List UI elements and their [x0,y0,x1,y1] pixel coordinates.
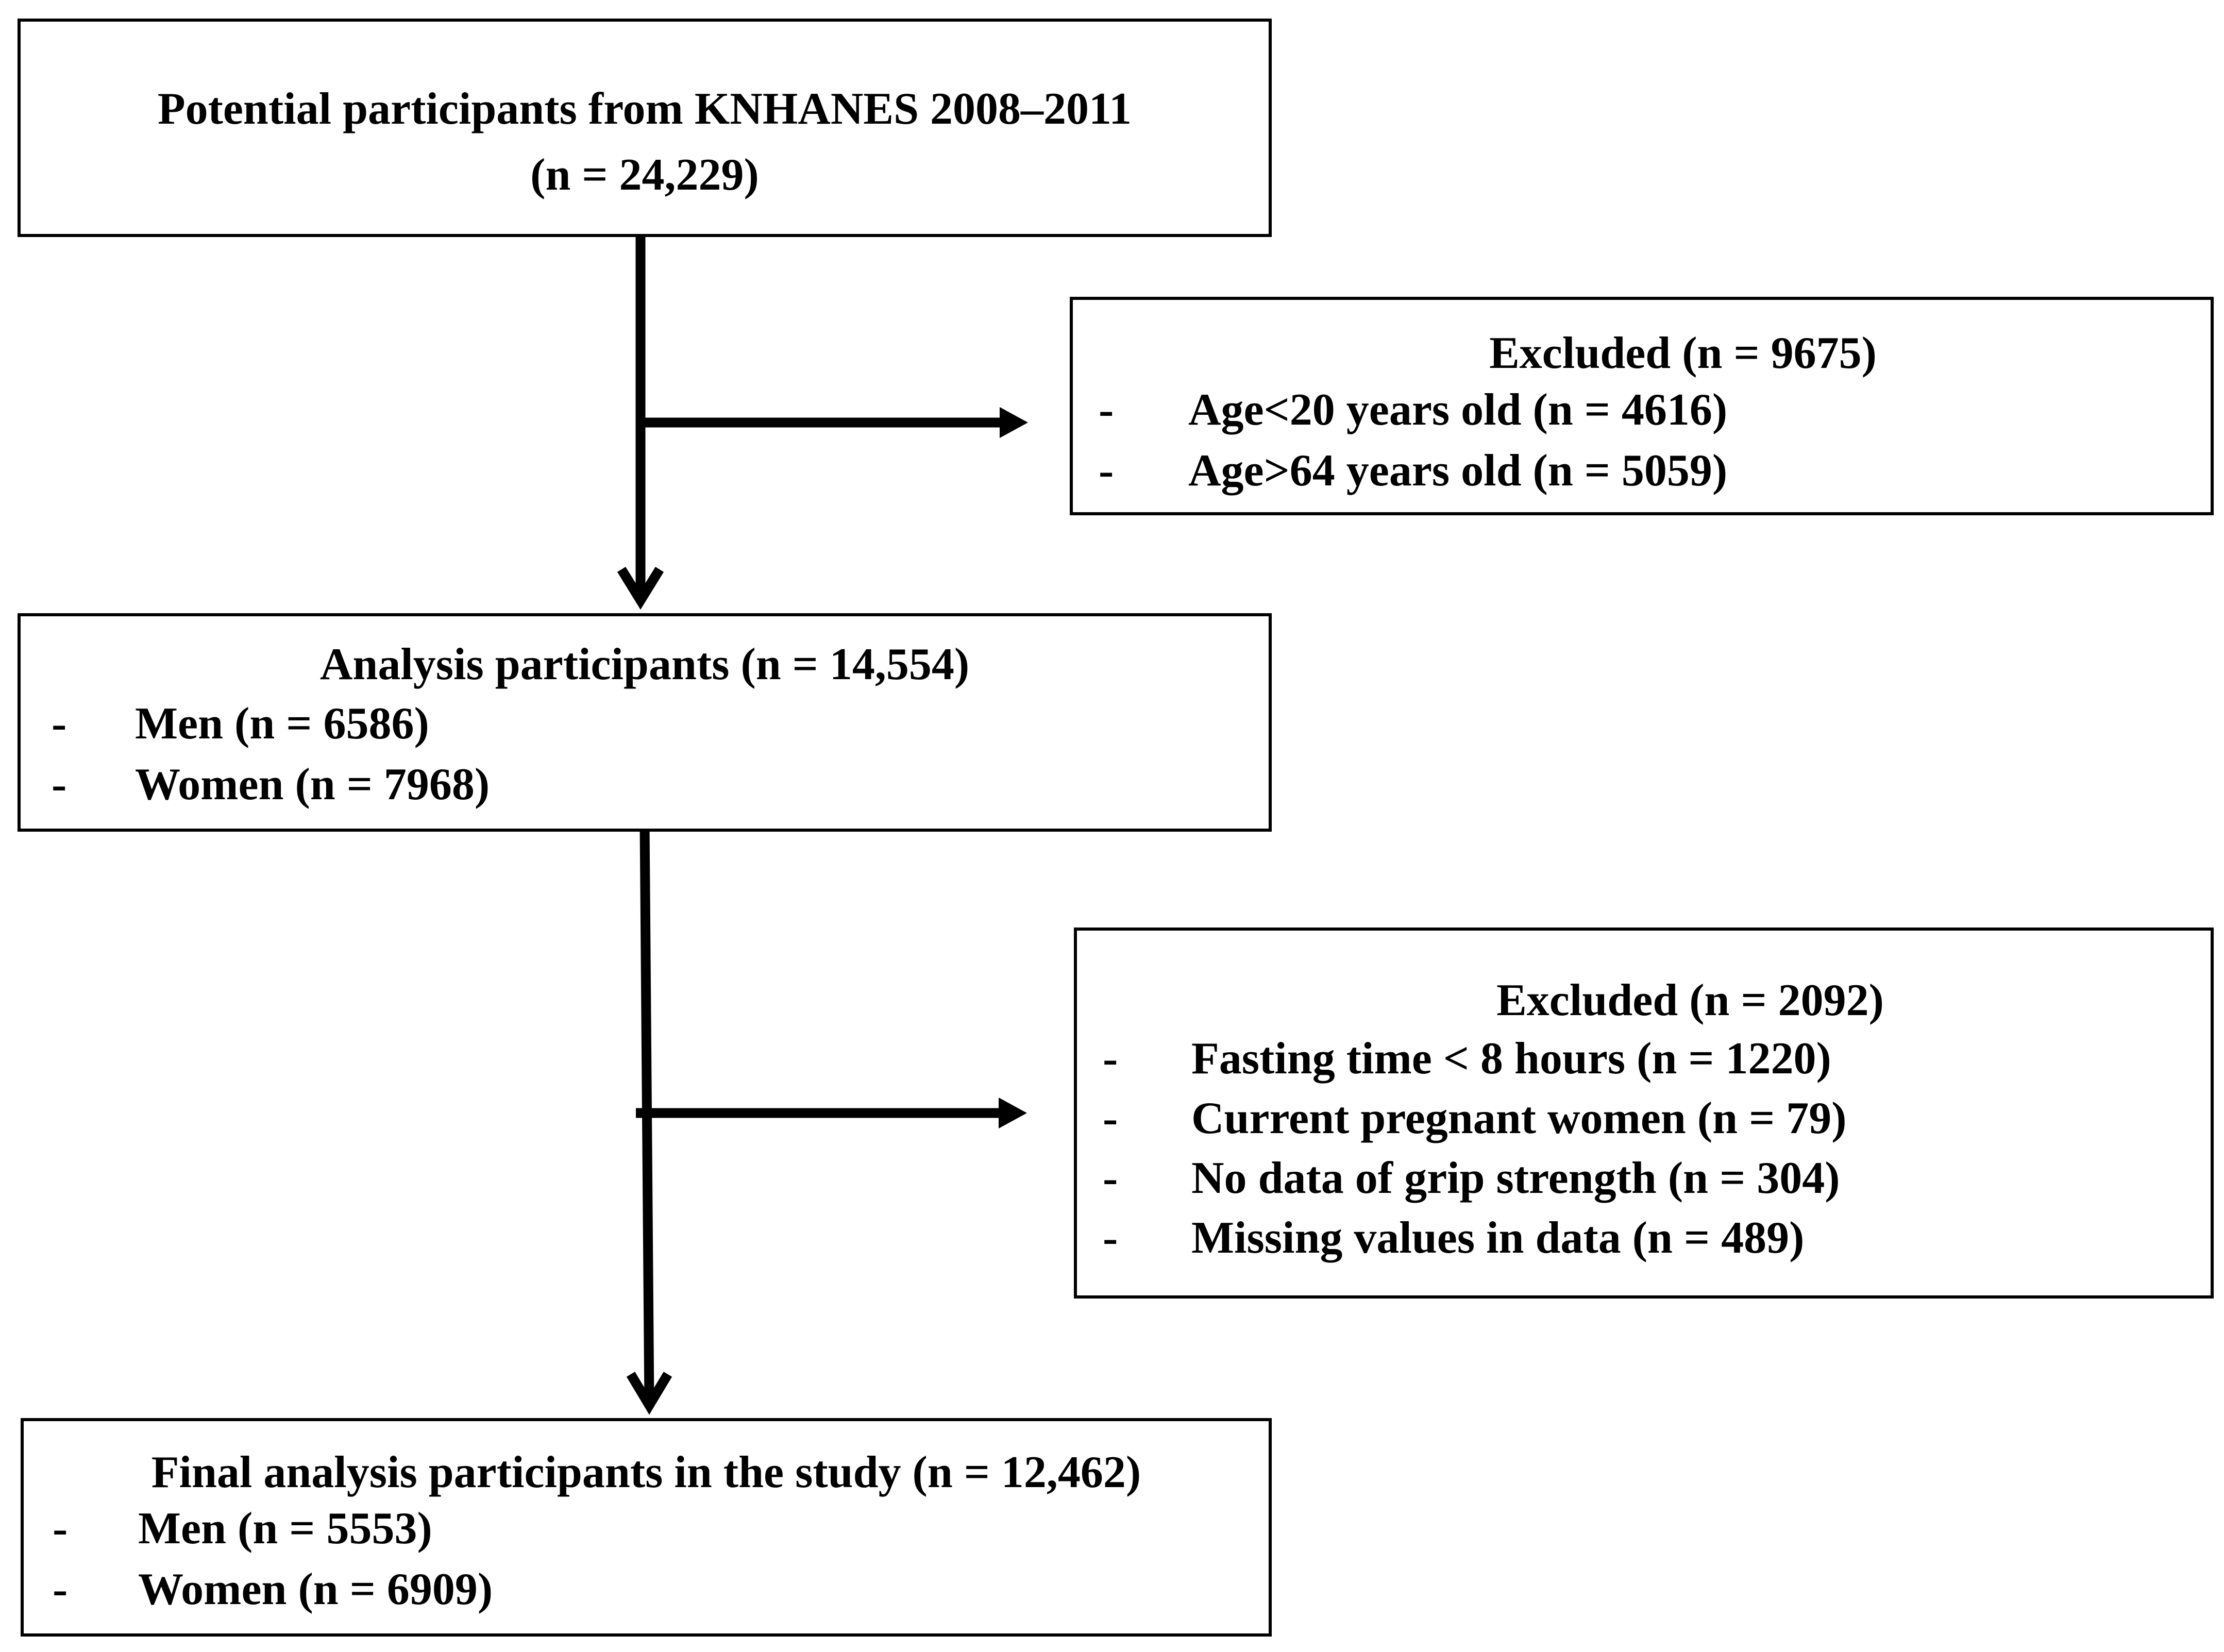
excluded-age-item-label: Age<20 years old (n = 4616) [1188,385,1728,435]
list-item [24,1498,1269,1559]
final-item-label: Women (n = 6909) [138,1564,493,1614]
excluded-other-box [1074,928,2214,1299]
bullet-dash: - [1099,385,1114,435]
excluded-other-item-label: Missing values in data (n = 489) [1191,1213,1805,1263]
bullet-dash: - [1103,1153,1118,1203]
arrow-head-excluded-age [1000,407,1028,438]
analysis-item-label: Women (n = 7968) [135,760,490,810]
excluded-other-title: Excluded (n = 2092) [1496,975,1884,1025]
list-item [1077,1208,2211,1269]
final-participants-title: Final analysis participants in the study (n = 12,462) [151,1447,1141,1497]
bullet-dash: - [52,699,67,749]
excluded-age-title: Excluded (n = 9675) [1489,328,1877,378]
analysis-participants-title: Analysis participants (n = 14,554) [319,639,970,689]
list-item [1073,380,2211,441]
analysis-participants-box [18,613,1272,832]
list-item [21,694,1269,754]
bullet-dash: - [53,1504,68,1554]
excluded-other-item-label: Fasting time < 8 hours (n = 1220) [1191,1034,1831,1084]
list-item [1077,1029,2211,1089]
list-item [1073,441,2211,501]
bullet-dash: - [1099,446,1114,496]
arrow-head-excluded-other [999,1098,1027,1128]
excluded-other-item-label: No data of grip strength (n = 304) [1191,1153,1840,1203]
potential-participants-box [18,19,1272,237]
excluded-age-item-label: Age>64 years old (n = 5059) [1188,446,1728,496]
final-participants-box [21,1418,1272,1637]
list-item [1077,1148,2211,1209]
list-item [21,754,1269,815]
list-item [1077,1088,2211,1149]
bullet-dash: - [52,760,67,810]
bullet-dash: - [53,1564,68,1614]
potential-participants-title: Potential participants from KNHANES 2008‒2011 [157,84,1132,134]
list-item [24,1559,1269,1620]
analysis-item-label: Men (n = 6586) [135,699,429,749]
final-item-label: Men (n = 5553) [138,1504,432,1554]
bullet-dash: - [1103,1093,1118,1143]
bullet-dash: - [1103,1213,1118,1263]
bullet-dash: - [1103,1034,1118,1084]
excluded-other-item-label: Current pregnant women (n = 79) [1191,1093,1847,1143]
excluded-age-box [1070,297,2214,515]
potential-participants-count: (n = 24,229) [530,150,759,200]
